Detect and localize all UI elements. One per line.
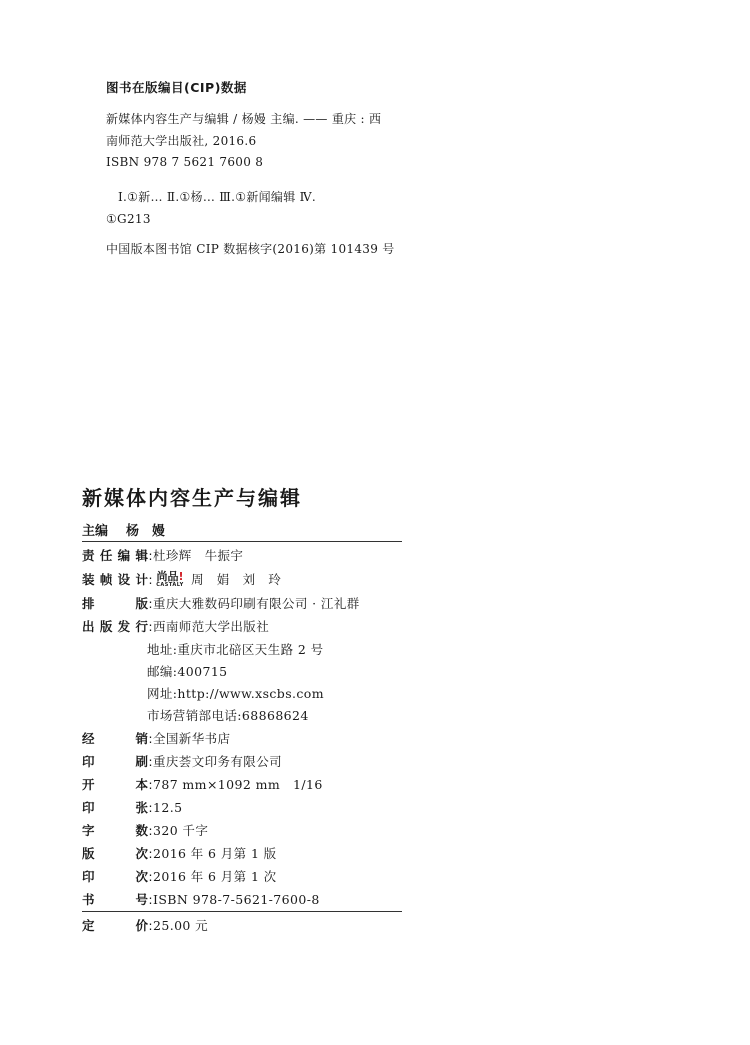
price-divider (82, 911, 402, 912)
credit-row-printer (82, 751, 282, 771)
credit-label: 经 销 (82, 731, 148, 746)
credit-row-sheets (82, 797, 182, 817)
design-value: 周 娟 刘 玲 (191, 572, 282, 587)
credit-label: 开 本 (82, 777, 148, 792)
colon: : (148, 845, 153, 861)
responsible-editor-value: 杜珍辉 牛振宇 (153, 548, 244, 563)
colon: : (148, 917, 153, 933)
isbn-value: ISBN 978-7-5621-7600-8 (153, 891, 320, 907)
castaly-logo: 尚品! CASTALY (156, 569, 184, 588)
credit-row-isbn (82, 889, 320, 909)
cip-isbn-line: ISBN 978 7 5621 7600 8 (106, 155, 264, 169)
cip-classification-line: ①G213 (106, 212, 151, 226)
impression-value: 2016 年 6 月第 1 次 (153, 869, 277, 884)
printer-value: 重庆荟文印务有限公司 (153, 754, 283, 769)
credit-row-typesetting (82, 593, 360, 613)
chief-editor (82, 520, 165, 539)
credit-label: 出 版 发 行 (82, 619, 148, 634)
book-title: 新媒体内容生产与编辑 (82, 486, 302, 510)
colon: : (148, 730, 153, 746)
credit-label: 装 帧 设 计 (82, 572, 148, 587)
chief-editor-name: 杨 嫚 (126, 524, 166, 539)
credit-row-format (82, 774, 323, 794)
cip-catalog-number-line: 中国版本图书馆 CIP 数据核字(2016)第 101439 号 (106, 242, 395, 256)
colon: : (148, 595, 153, 611)
typesetting-value: 重庆大雅数码印刷有限公司 · 江礼群 (153, 596, 360, 611)
publisher-website: 网址:http://www.xscbs.com (147, 686, 324, 701)
sheets-value: 12.5 (153, 799, 183, 815)
colon: : (148, 891, 153, 907)
colon: : (148, 799, 153, 815)
distributor-value: 全国新华书店 (153, 731, 231, 746)
credit-row-distributor (82, 728, 230, 748)
cip-bibliographic-line: 新媒体内容生产与编辑 / 杨嫚 主编. —— 重庆 : 西 (106, 112, 382, 126)
credit-label: 印 刷 (82, 754, 148, 769)
credit-label: 责 任 编 辑 (82, 548, 148, 563)
colon: : (148, 547, 153, 563)
format-value: 787 mm×1092 mm 1/16 (153, 777, 323, 792)
credit-row-word-count (82, 820, 208, 840)
credit-label: 印 次 (82, 869, 148, 884)
credit-row-design (82, 569, 281, 589)
colon: : (148, 868, 153, 884)
publisher-phone: 市场营销部电话:68868624 (147, 708, 309, 723)
publisher-address: 地址:重庆市北碚区天生路 2 号 (147, 642, 324, 657)
credit-row-price (82, 915, 208, 935)
edition-value: 2016 年 6 月第 1 版 (153, 846, 277, 861)
credit-row-responsible-editor (82, 545, 243, 565)
cip-subject-line: Ⅰ.①新… Ⅱ.①杨… Ⅲ.①新闻编辑 Ⅳ. (118, 190, 317, 204)
cip-publisher-line: 南师范大学出版社, 2016.6 (106, 134, 257, 148)
credit-label: 书 号 (82, 892, 148, 907)
colon: : (148, 822, 153, 838)
colon: : (148, 776, 153, 792)
chief-editor-label: 主编 (82, 524, 109, 539)
price-value: 25.00 元 (153, 918, 209, 933)
word-count-value: 320 千字 (153, 823, 209, 838)
colon: : (148, 571, 153, 587)
publisher-postcode: 邮编:400715 (147, 664, 228, 679)
credit-row-edition (82, 843, 277, 863)
title-divider (82, 541, 402, 542)
credit-label: 定 价 (82, 918, 148, 933)
credit-label: 印 张 (82, 800, 148, 815)
credit-label: 字 数 (82, 823, 148, 838)
credit-label: 版 次 (82, 846, 148, 861)
credit-row-publisher (82, 616, 269, 636)
publisher-value: 西南师范大学出版社 (153, 619, 270, 634)
colon: : (148, 618, 153, 634)
credit-label: 排 版 (82, 596, 148, 611)
colon: : (148, 753, 153, 769)
credit-row-impression (82, 866, 277, 886)
cip-heading: 图书在版编目(CIP)数据 (106, 80, 247, 95)
